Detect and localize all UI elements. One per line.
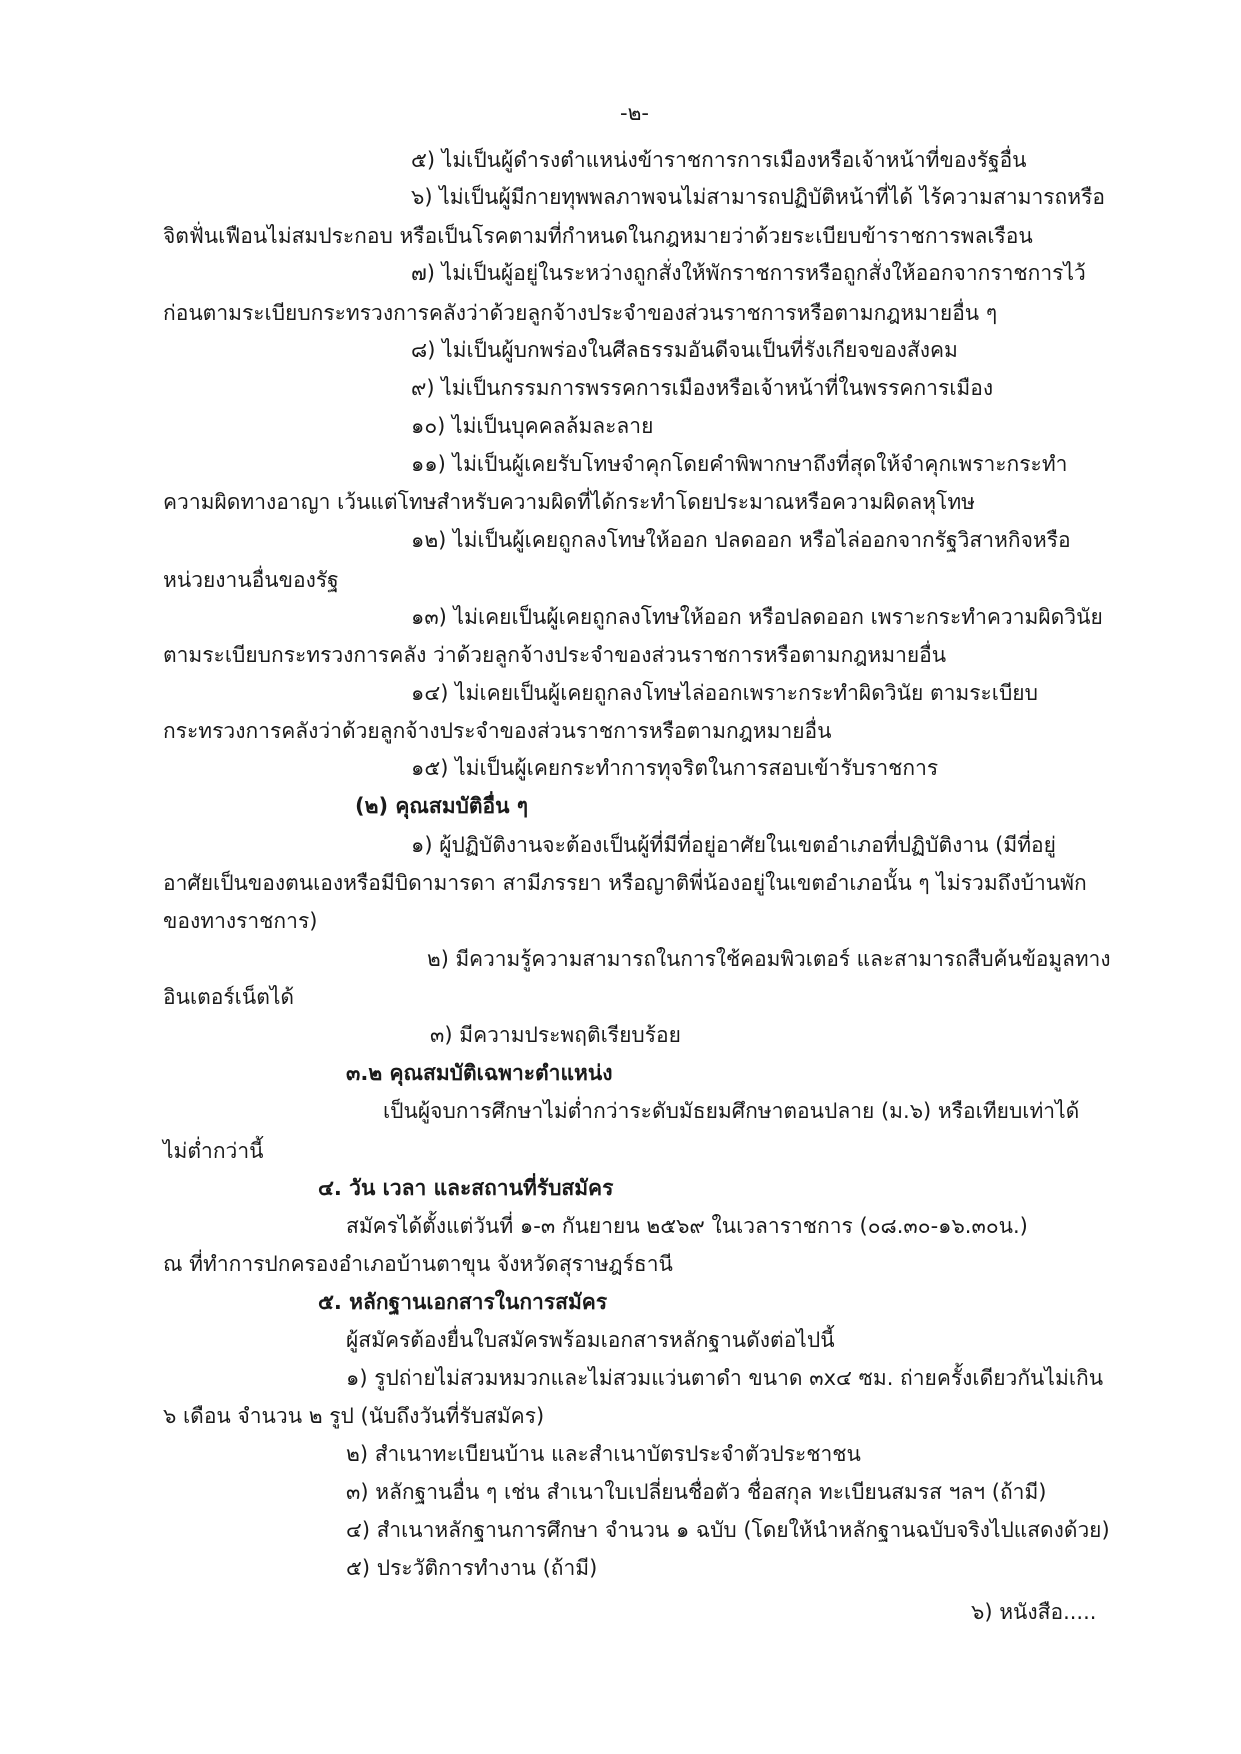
text-line: ๙) ไม่เป็นกรรมการพรรคการเมืองหรือเจ้าหน้าที่ในพรรคการเมือง [411,376,994,400]
text-line: ๖) ไม่เป็นผู้มีกายทุพพลภาพจนไม่สามารถปฏิบัติหน้าที่ได้ ไร้ความสามารถหรือ [411,185,1105,209]
text-line: ก่อนตามระเบียบกระทรวงการคลังว่าด้วยลูกจ้างประจำของส่วนราชการหรือตามกฎหมายอื่น ๆ [163,301,998,325]
text-line: ๑) รูปถ่ายไม่สวมหมวกและไม่สวมแว่นตาดำ ขนาด ๓x๔ ซม. ถ่ายครั้งเดียวกันไม่เกิน [346,1366,1104,1390]
text-line: ๑๕) ไม่เป็นผู้เคยกระทำการทุจริตในการสอบเข้ารับราชการ [411,756,939,780]
text-line: ๔) สำเนาหลักฐานการศึกษา จำนวน ๑ ฉบับ (โดยให้นำหลักฐานฉบับจริงไปแสดงด้วย) [346,1518,1110,1542]
text-line: ความผิดทางอาญา เว้นแต่โทษสำหรับความผิดที่ได้กระทำโดยประมาณหรือความผิดลหุโทษ [163,490,976,514]
text-line: ผู้สมัครต้องยื่นใบสมัครพร้อมเอกสารหลักฐานดังต่อไปนี้ [346,1328,835,1352]
text-line: ๑๑) ไม่เป็นผู้เคยรับโทษจำคุกโดยคำพิพากษาถึงที่สุดให้จำคุกเพราะกระทำ [411,452,1068,476]
text-line: ๑๒) ไม่เป็นผู้เคยถูกลงโทษให้ออก ปลดออก หรือไล่ออกจากรัฐวิสาหกิจหรือ [411,528,1071,552]
section-heading: ๔. วัน เวลา และสถานที่รับสมัคร [318,1176,614,1200]
text-line: เป็นผู้จบการศึกษาไม่ต่ำกว่าระดับมัธยมศึกษาตอนปลาย (ม.๖) หรือเทียบเท่าได้ [383,1099,1080,1123]
text-line: ๓) หลักฐานอื่น ๆ เช่น สำเนาใบเปลี่ยนชื่อตัว ชื่อสกุล ทะเบียนสมรส ฯลฯ (ถ้ามี) [346,1480,1047,1504]
text-line: ไม่ต่ำกว่านี้ [163,1139,264,1163]
text-line: อินเตอร์เน็ตได้ [163,985,295,1009]
text-line: ๑๔) ไม่เคยเป็นผู้เคยถูกลงโทษไล่ออกเพราะกระทำผิดวินัย ตามระเบียบ [411,681,1038,705]
text-line: ตามระเบียบกระทรวงการคลัง ว่าด้วยลูกจ้างประจำของส่วนราชการหรือตามกฎหมายอื่น [163,643,947,667]
text-line: ๓) มีความประพฤติเรียบร้อย [430,1023,681,1047]
text-line: ของทางราชการ) [163,909,318,933]
text-line: ๑๐) ไม่เป็นบุคคลล้มละลาย [411,414,654,438]
text-line: สมัครได้ตั้งแต่วันที่ ๑-๓ กันยายน ๒๕๖๙ ในเวลาราชการ (๐๘.๓๐-๑๖.๓๐น.) [346,1214,1028,1238]
text-line: ๒) สำเนาทะเบียนบ้าน และสำเนาบัตรประจำตัวประชาชน [346,1442,861,1466]
text-line: ๖ เดือน จำนวน ๒ รูป (นับถึงวันที่รับสมัคร) [163,1404,545,1428]
text-line: ณ ที่ทำการปกครองอำเภอบ้านตาขุน จังหวัดสุราษฎร์ธานี [163,1252,673,1276]
text-line: จิตฟั่นเฟือนไม่สมประกอบ หรือเป็นโรคตามที่กำหนดในกฎหมายว่าด้วยระเบียบข้าราชการพลเรือน [163,224,1033,248]
text-line: หน่วยงานอื่นของรัฐ [163,568,339,592]
text-line: ๑๓) ไม่เคยเป็นผู้เคยถูกลงโทษให้ออก หรือปลดออก เพราะกระทำความผิดวินัย [411,605,1103,629]
text-line: ๕) ไม่เป็นผู้ดำรงตำแหน่งข้าราชการการเมืองหรือเจ้าหน้าที่ของรัฐอื่น [411,148,1027,172]
text-line: ๕) ประวัติการทำงาน (ถ้ามี) [346,1556,598,1580]
section-heading: ๕. หลักฐานเอกสารในการสมัคร [318,1290,608,1314]
text-line: อาศัยเป็นของตนเองหรือมีบิดามารดา สามีภรรยา หรือญาติพี่น้องอยู่ในเขตอำเภอนั้น ๆ ไม่รวมถึงบ้านพัก [163,871,1087,895]
text-line: กระทรวงการคลังว่าด้วยลูกจ้างประจำของส่วนราชการหรือตามกฎหมายอื่น [163,719,832,743]
text-line: ๒) มีความรู้ความสามารถในการใช้คอมพิวเตอร์ และสามารถสืบค้นข้อมูลทาง [427,947,1111,971]
section-heading: ๓.๒ คุณสมบัติเฉพาะตำแหน่ง [346,1061,613,1085]
section-heading: (๒) คุณสมบัติอื่น ๆ [355,794,529,818]
continuation-note: ๖) หนังสือ..... [971,1600,1097,1624]
text-line: ๗) ไม่เป็นผู้อยู่ในระหว่างถูกสั่งให้พักราชการหรือถูกสั่งให้ออกจากราชการไว้ [411,261,1086,285]
page-number: -๒- [620,101,649,125]
text-line: ๑) ผู้ปฏิบัติงานจะต้องเป็นผู้ที่มีที่อยู่อาศัยในเขตอำเภอที่ปฏิบัติงาน (มีที่อยู่ [411,833,1056,857]
text-line: ๘) ไม่เป็นผู้บกพร่องในศีลธรรมอันดีจนเป็นที่รังเกียจของสังคม [411,338,958,362]
